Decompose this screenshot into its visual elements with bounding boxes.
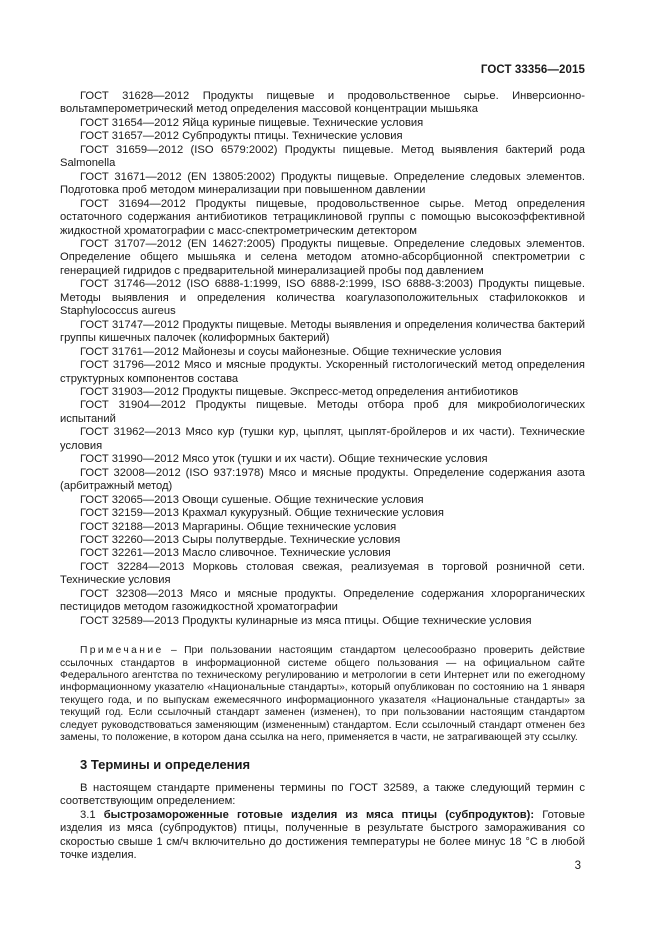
reference-item: ГОСТ 32308—2013 Мясо и мясные продукты. Определение содержания хлорорганических пестицидов методом газожидкостной хроматографии bbox=[60, 587, 585, 614]
reference-item: ГОСТ 31904—2012 Продукты пищевые. Методы отбора проб для микробиологических испытаний bbox=[60, 399, 585, 425]
reference-item: ГОСТ 31990—2012 Мясо уток (тушки и их части). Общие технические условия bbox=[80, 453, 488, 466]
note-label: Примечание bbox=[80, 645, 164, 657]
reference-item: ГОСТ 31796—2012 Мясо и мясные продукты. Ускоренный гистологический метод определения структурных компонентов состава bbox=[60, 359, 585, 385]
section-intro: В настоящем стандарте применены термины по ГОСТ 32589, а также следующий термин с соответствующим определением: bbox=[60, 781, 585, 808]
note-block bbox=[60, 645, 585, 744]
term-definition-text: Готовые изделия из мяса (субпродуктов) птицы, полученные в результате быстрого замораживания со скоростью свыше 1 см/ч включительно до достижения температуры не более минус 18 °С в любой точке изделия. bbox=[60, 808, 585, 862]
normative-references-list bbox=[60, 90, 585, 628]
term-number: 3.1 bbox=[80, 808, 104, 821]
reference-item: ГОСТ 32159—2013 Крахмал кукурузный. Общие технические условия bbox=[80, 507, 444, 520]
reference-item: ГОСТ 31657—2012 Субпродукты птицы. Технические условия bbox=[80, 130, 403, 143]
reference-item: ГОСТ 31761—2012 Майонезы и соусы майонезные. Общие технические условия bbox=[80, 345, 502, 358]
reference-item: ГОСТ 31747—2012 Продукты пищевые. Методы выявления и определения количества бактерий группы кишечных палочек (колиформных бактерий) bbox=[60, 318, 585, 345]
term-definition bbox=[60, 809, 585, 863]
document-body bbox=[60, 90, 585, 863]
page-number: 3 bbox=[574, 860, 581, 872]
reference-item: ГОСТ 31671—2012 (EN 13805:2002) Продукты пищевые. Определение следовых элементов. Подготовка проб методом минерализации при повышенном давлении bbox=[60, 170, 585, 197]
reference-item: ГОСТ 31962—2013 Мясо кур (тушки кур, цыплят, цыплят-бройлеров и их части). Технические условия bbox=[60, 426, 585, 452]
reference-item: ГОСТ 32260—2013 Сыры полутвердые. Технические условия bbox=[80, 533, 401, 546]
reference-item: ГОСТ 31694—2012 Продукты пищевые, продовольственное сырье. Метод определения остаточного содержания антибиотиков тетрациклиновой группы с помощью высокоэффективной жидкостной хроматографии с масс-спектрометрическим детектором bbox=[60, 197, 585, 237]
reference-item: ГОСТ 32261—2013 Масло сливочное. Технические условия bbox=[80, 547, 391, 560]
reference-item: ГОСТ 32284—2013 Морковь столовая свежая, реализуемая в торговой розничной сети. Технические условия bbox=[60, 560, 585, 587]
reference-item: ГОСТ 31746—2012 (ISO 6888-1:1999, ISO 6888-2:1999, ISO 6888-3:2003) Продукты пищевые. Методы выявления и определения количества коагулазоположительных стафилококков и Staphylococcus aureus bbox=[60, 278, 585, 318]
reference-item: ГОСТ 31903—2012 Продукты пищевые. Экспресс-метод определения антибиотиков bbox=[80, 385, 519, 398]
reference-item: ГОСТ 32589—2013 Продукты кулинарные из мяса птицы. Общие технические условия bbox=[80, 614, 532, 627]
document-header: ГОСТ 33356—2015 bbox=[480, 64, 585, 76]
reference-item: ГОСТ 31659—2012 (ISO 6579:2002) Продукты пищевые. Метод выявления бактерий рода Salmonella bbox=[60, 143, 585, 170]
reference-item: ГОСТ 31707—2012 (EN 14627:2005) Продукты пищевые. Определение следовых элементов. Определение общего мышьяка и селена методом атомно-абсорбционной спектрометрии с генерацией гидридов с предварительной минерализацией пробы под давлением bbox=[60, 237, 585, 277]
reference-item: ГОСТ 31654—2012 Яйца куриные пищевые. Технические условия bbox=[80, 116, 424, 129]
term-name: быстрозамороженные готовые изделия из мяса птицы (субпродуктов): bbox=[103, 808, 535, 821]
reference-item: ГОСТ 32188—2013 Маргарины. Общие технические условия bbox=[80, 520, 397, 533]
section-heading: 3 Термины и определения bbox=[80, 757, 251, 773]
note-text: – При пользовании настоящим стандартом целесообразно проверить действие ссылочных стандартов в информационной системе общего пользования — на официальном сайте Федерального агентства по техническому регулированию и метрологии в сети Интернет или по ежегодному информационному указателю «Национальные стандарты», который опубликован по состоянию на 1 января текущего года, и по выпускам ежемесячного информационного указателя «Национальные стандарты» за текущий год. Если ссылочный стандарт заменен (изменен), то при пользовании настоящим стандартом следует руководствоваться заменяющим (измененным) стандартом. Если ссылочный стандарт отменен без замены, то положение, в котором дана ссылка на него, применяется в части, не затрагивающей эту ссылку. bbox=[60, 645, 585, 743]
reference-item: ГОСТ 32008—2012 (ISO 937:1978) Мясо и мясные продукты. Определение содержания азота (арбитражный метод) bbox=[60, 466, 585, 493]
reference-item: ГОСТ 31628—2012 Продукты пищевые и продовольственное сырье. Инверсионно-вольтамперометрический метод определения массовой концентрации мышьяка bbox=[60, 90, 585, 116]
reference-item: ГОСТ 32065—2013 Овощи сушеные. Общие технические условия bbox=[80, 493, 424, 506]
